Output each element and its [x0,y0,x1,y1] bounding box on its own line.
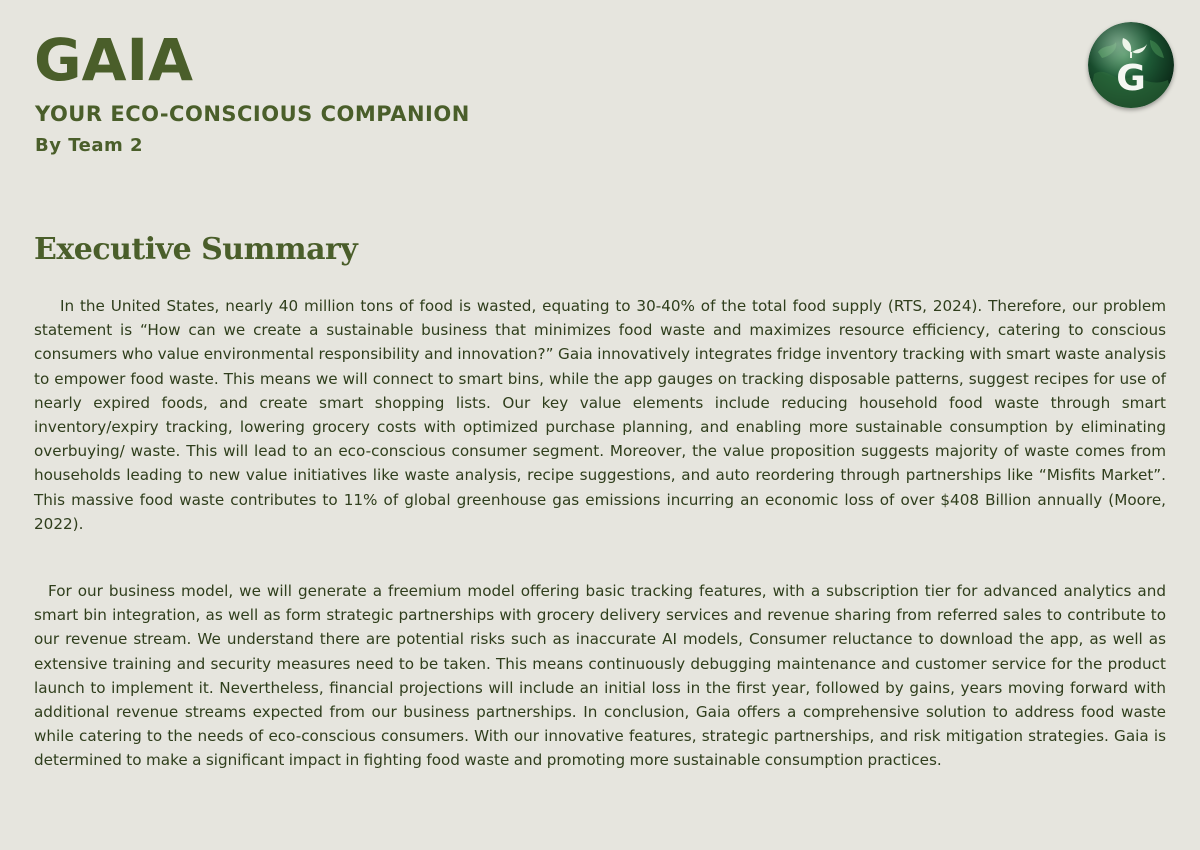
brand-title: GAIA [34,26,193,94]
leaf-globe-logo-icon [1088,22,1174,108]
logo-letter: G [1116,58,1146,99]
byline: By Team 2 [35,135,144,156]
tagline: YOUR ECO-CONSCIOUS COMPANION [35,102,470,126]
section-heading: Executive Summary [34,232,358,267]
summary-paragraph-1: In the United States, nearly 40 million tons of food is wasted, equating to 30-40% of the total food supply (RTS, 2024). Therefore, our problem statement is “How can we create a sustainable business that minimizes food waste and maximizes resource efficiency, catering to conscious consumers who value environmental responsibility and innovation?” Gaia innovatively integrates fridge inventory tracking with smart waste analysis to empower food waste. This means we will connect to smart bins, while the app gauges on tracking disposable patterns, suggest recipes for use of nearly expired foods, and create smart shopping lists. Our key value elements include reducing household food waste through smart inventory/expiry tracking, lowering grocery costs with optimized purchase planning, and enabling more sustainable consumption by eliminating overbuying/ waste. This will lead to an eco-conscious consumer segment. Moreover, the value proposition suggests majority of waste comes from households leading to new value initiatives like waste analysis, recipe suggestions, and auto reordering through partnerships like “Misfits Market”. This massive food waste contributes to 11% of global greenhouse gas emissions incurring an economic loss of over $408 Billion annually (Moore, 2022). [34,297,1166,533]
summary-paragraph-2: For our business model, we will generate a freemium model offering basic tracking features, with a subscription tier for advanced analytics and smart bin integration, as well as form strategic partnerships with grocery delivery services and revenue sharing from referred sales to contribute to our revenue stream. We understand there are potential risks such as inaccurate AI models, Consumer reluctance to download the app, as well as extensive training and security measures need to be taken. This means continuously debugging maintenance and customer service for the product launch to implement it. Nevertheless, financial projections will include an initial loss in the first year, followed by gains, years moving forward with additional revenue streams expected from our business partnerships. In conclusion, Gaia offers a comprehensive solution to address food waste while catering to the needs of eco-conscious consumers. With our innovative features, strategic partnerships, and risk mitigation strategies. Gaia is determined to make a significant impact in fighting food waste and promoting more sustainable consumption practices. [34,582,1166,770]
